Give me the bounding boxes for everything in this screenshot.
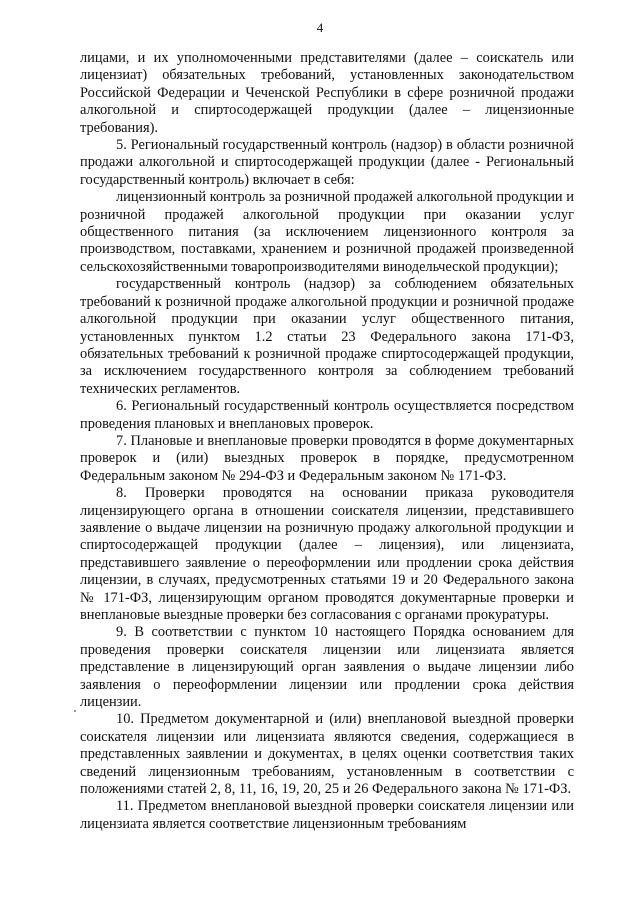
- paragraph-6: 6. Региональный государственный контроль осуществляется посредством проведения плановых и внеплановых проверок.: [80, 398, 574, 432]
- paragraph-continuation: лицами, и их уполномоченными представителями (далее – соискатель или лицензиат) обязательных требований, установленных законодательством Российской Федерации и Чеченской Республики в сфере розничной продажи алкогольной и спиртосодержащей продукции (далее – лицензионные требования).: [80, 50, 574, 136]
- paragraph-state-control: государственный контроль (надзор) за соблюдением обязательных требований к розничной продаже алкогольной продукции и розничной продаже алкогольной продукции при оказании услуг общественного питания, установленных пунктом 1.2 статьи 23 Федерального закона 171-ФЗ, обязательных требований к розничной продаже спиртосодержащей продукции, за исключением государственного контроля за соблюдением требований технических регламентов.: [80, 276, 574, 397]
- paragraph-7: 7. Плановые и внеплановые проверки проводятся в форме документарных проверок и (или) выездных проверок в порядке, предусмотренном Федеральным законом № 294-ФЗ и Федеральным законом № 171-ФЗ.: [80, 432, 574, 484]
- paragraph-11: 11. Предметом внеплановой выездной проверки соискателя лицензии или лицензиата является соответствие лицензионным требованиям: [80, 798, 574, 832]
- document-body: [80, 50, 574, 833]
- paragraph-10: 10. Предметом документарной и (или) внеплановой выездной проверки соискателя лицензии или лицензиата являются сведения, содержащиеся в представленных заявлении и документах, в целях оценки соответствия таких сведений лицензионным требованиям, установленным в соответствии с положениями статей 2, 8, 11, 16, 19, 20, 25 и 26 Федерального закона № 171-ФЗ.: [80, 711, 574, 798]
- paragraph-5: 5. Региональный государственный контроль (надзор) в области розничной продажи алкогольной и спиртосодержащей продукции (далее - Региональный государственный контроль) включает в себя:: [80, 137, 574, 188]
- paragraph-9: 9. В соответствии с пунктом 10 настоящего Порядка основанием для проведения проверки соискателя лицензии или лицензиата является представление в лицензирующий орган заявления о выдаче лицензии либо заявления о переоформлении лицензии или продлении срока действия лицензии.: [80, 624, 574, 711]
- page-number: 4: [316, 20, 324, 35]
- paragraph-8: 8. Проверки проводятся на основании приказа руководителя лицензирующего органа в отношении соискателя лицензии, представившего заявление о выдаче лицензии на розничную продажу алкогольной продукции и спиртосодержащей продукции (далее – лицензия), или лицензиата, представившего заявление о переоформлении или продлении срока действия лицензии, в случаях, предусмотренных статьями 19 и 20 Федерального закона № 171-ФЗ, лицензирующим органом проводятся документарные проверки и внеплановые выездные проверки без согласования с органами прокуратуры.: [80, 485, 574, 623]
- scan-speck: [74, 710, 76, 712]
- paragraph-licensing-control: лицензионный контроль за розничной продажей алкогольной продукции и розничной продажей алкогольной продукции при оказании услуг общественного питания (за исключением лицензионного контроля за производством, поставками, хранением и розничной продажей произведенной сельскохозяйственными товаропроизводителями винодельческой продукции);: [80, 189, 574, 275]
